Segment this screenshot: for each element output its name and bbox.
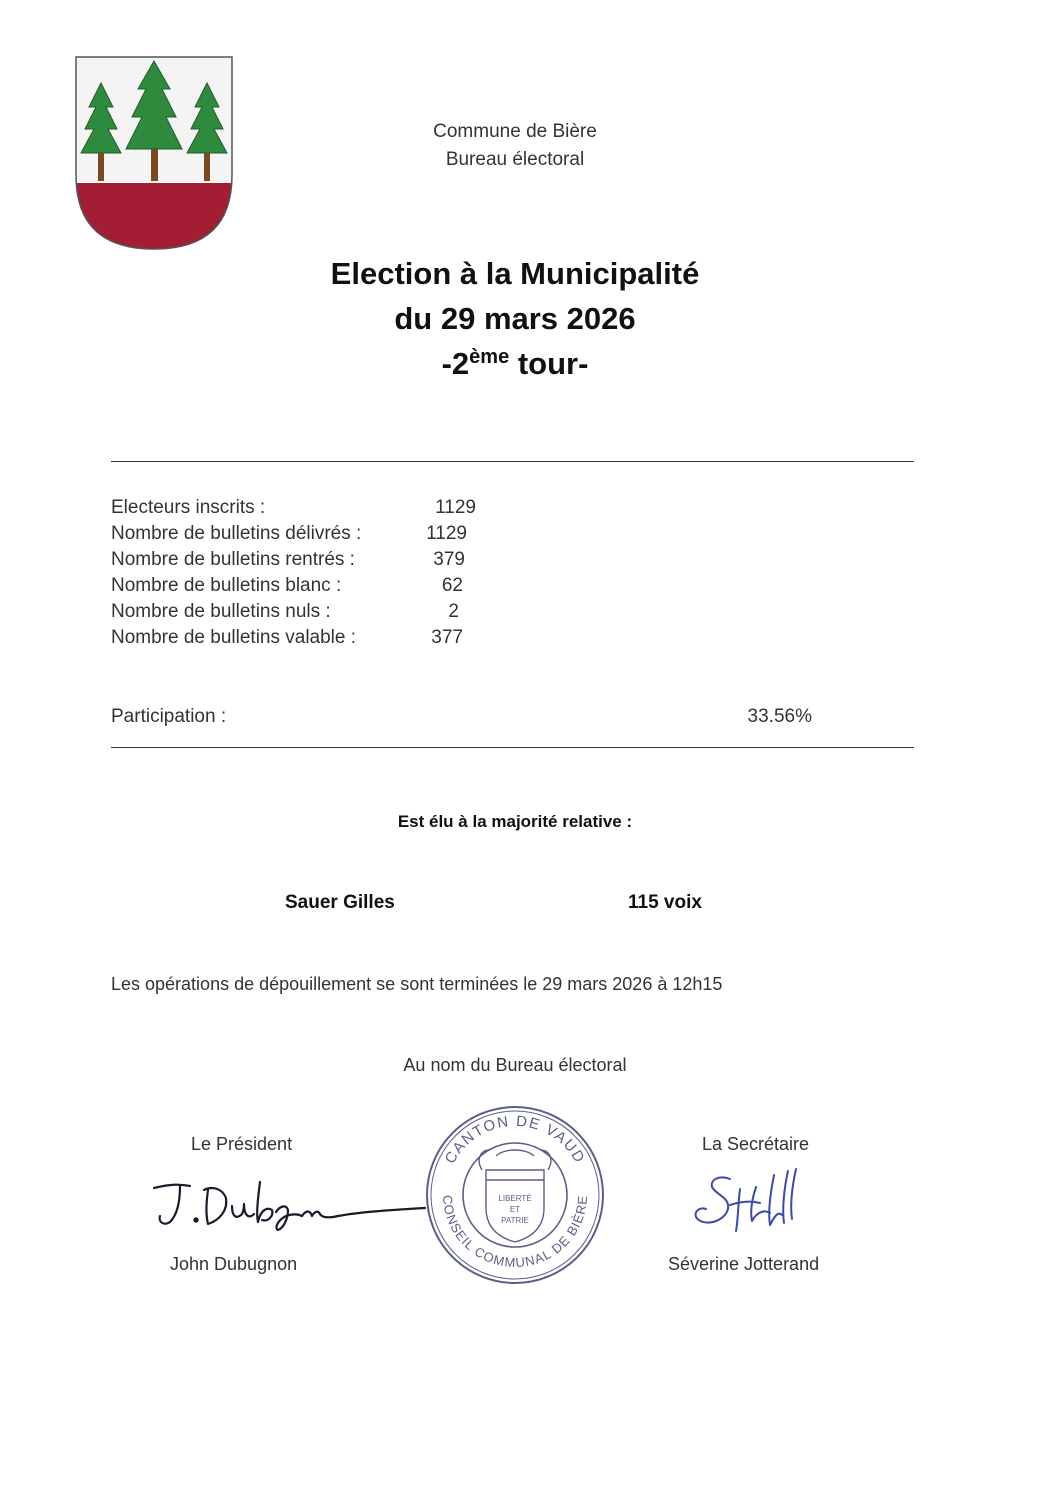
participation-value: 33.56% <box>747 706 812 727</box>
stat-value-blank: 62 <box>441 575 463 596</box>
commune-coat-of-arms <box>74 55 234 251</box>
stat-value-valid: 377 <box>431 627 463 648</box>
secretary-title: La Secrétaire <box>702 1134 810 1154</box>
stamp-shield-text-2: ET <box>509 1205 521 1214</box>
result-heading: Est élu à la majorité relative : <box>397 812 633 831</box>
divider-top <box>111 461 914 462</box>
round-suffix: tour- <box>509 346 589 381</box>
stat-value-void: 2 <box>448 601 459 622</box>
stamp-bottom-text: CONSEIL COMMUNAL DE BIÈRE <box>439 1194 591 1271</box>
stat-label-valid: Nombre de bulletins valable : <box>111 627 357 648</box>
president-title: Le Président <box>191 1134 293 1154</box>
president-signature <box>150 1170 430 1240</box>
stat-label-blank: Nombre de bulletins blanc : <box>111 575 342 596</box>
closing-text: Les opérations de dépouillement se sont terminées le 29 mars 2026 à 12h15 <box>111 974 723 994</box>
svg-text:CANTON DE VAUD <box>442 1113 589 1167</box>
elected-candidate: Sauer Gilles <box>285 892 395 913</box>
president-name: John Dubugnon <box>170 1254 298 1274</box>
title-line-2: du 29 mars 2026 <box>394 301 636 336</box>
stat-value-registered: 1129 <box>435 497 476 518</box>
stamp-shield-text-3: PATRIE <box>501 1216 529 1225</box>
stat-label-issued: Nombre de bulletins délivrés : <box>111 523 362 544</box>
divider-bottom <box>111 747 914 748</box>
title-round <box>250 346 780 382</box>
on-behalf-text: Au nom du Bureau électoral <box>403 1055 627 1075</box>
secretary-signature <box>690 1165 830 1245</box>
title-line-1: Election à la Municipalité <box>330 256 700 291</box>
stat-label-returned: Nombre de bulletins rentrés : <box>111 549 355 570</box>
stat-label-void: Nombre de bulletins nuls : <box>111 601 331 622</box>
official-stamp <box>424 1104 606 1286</box>
secretary-name: Séverine Jotterand <box>668 1254 820 1274</box>
round-prefix: -2 <box>441 346 470 381</box>
round-superscript: ème <box>469 346 510 368</box>
participation-label: Participation : <box>111 706 227 727</box>
stamp-shield-text-1: LIBERTÉ <box>498 1194 532 1203</box>
stat-value-returned: 379 <box>433 549 465 570</box>
stat-label-registered: Electeurs inscrits : <box>111 497 266 518</box>
office-name: Bureau électoral <box>445 149 585 170</box>
commune-name: Commune de Bière <box>433 121 597 142</box>
candidate-votes: 115 voix <box>628 892 702 913</box>
stamp-top-text: CANTON DE VAUD <box>441 1112 589 1167</box>
stat-value-issued: 1129 <box>426 523 467 544</box>
